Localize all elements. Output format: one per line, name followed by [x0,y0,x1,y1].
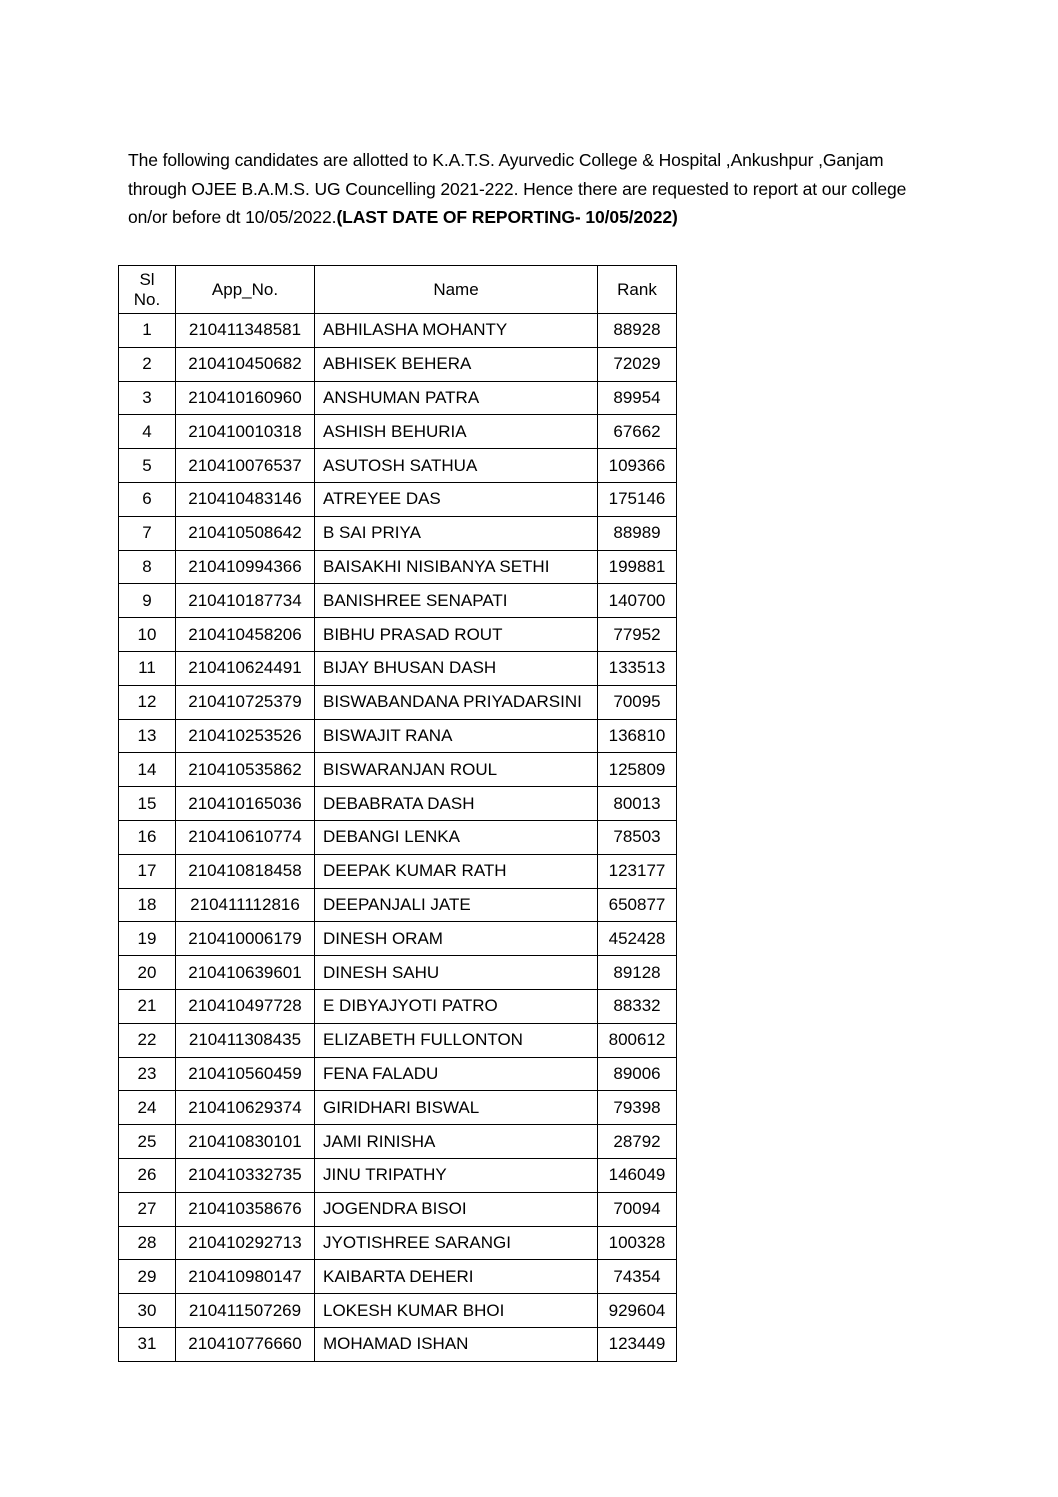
table-row [119,1023,677,1057]
header-sl-no [119,266,176,314]
cell-app-no: 210410980147 [176,1260,315,1294]
cell-rank: 146049 [598,1158,677,1192]
cell-app-no: 210410006179 [176,922,315,956]
cell-app-no: 210410160960 [176,381,315,415]
table-row [119,618,677,652]
table-row [119,347,677,381]
table-row [119,516,677,550]
cell-sl-no: 12 [119,685,176,719]
cell-sl-no: 4 [119,415,176,449]
cell-rank: 88928 [598,314,677,348]
table-row [119,482,677,516]
table-row [119,1091,677,1125]
cell-rank: 74354 [598,1260,677,1294]
cell-name: ASUTOSH SATHUA [315,449,598,483]
cell-app-no: 210410629374 [176,1091,315,1125]
table-row [119,922,677,956]
candidates-table [118,265,677,1362]
cell-rank: 78503 [598,820,677,854]
table-row [119,1057,677,1091]
cell-rank: 140700 [598,584,677,618]
cell-name: DEEPAK KUMAR RATH [315,854,598,888]
intro-line-3 [128,203,948,232]
cell-rank: 70094 [598,1192,677,1226]
table-body [119,314,677,1362]
table-header-row [119,266,677,314]
cell-rank: 89006 [598,1057,677,1091]
cell-rank: 89954 [598,381,677,415]
table-row [119,651,677,685]
cell-sl-no: 30 [119,1294,176,1328]
cell-name: ASHISH BEHURIA [315,415,598,449]
cell-rank: 80013 [598,787,677,821]
cell-rank: 28792 [598,1125,677,1159]
cell-rank: 88332 [598,989,677,1023]
cell-app-no: 210410458206 [176,618,315,652]
cell-rank: 136810 [598,719,677,753]
cell-sl-no: 1 [119,314,176,348]
table-row [119,685,677,719]
cell-rank: 67662 [598,415,677,449]
cell-app-no: 210410483146 [176,482,315,516]
cell-app-no: 210411308435 [176,1023,315,1057]
cell-sl-no: 13 [119,719,176,753]
cell-rank: 650877 [598,888,677,922]
cell-sl-no: 2 [119,347,176,381]
table-row [119,753,677,787]
cell-name: JAMI RINISHA [315,1125,598,1159]
cell-rank: 88989 [598,516,677,550]
cell-sl-no: 27 [119,1192,176,1226]
cell-name: DEBABRATA DASH [315,787,598,821]
cell-app-no: 210411507269 [176,1294,315,1328]
cell-sl-no: 3 [119,381,176,415]
cell-name: GIRIDHARI BISWAL [315,1091,598,1125]
header-rank: Rank [598,266,677,314]
cell-app-no: 210410165036 [176,787,315,821]
cell-rank: 109366 [598,449,677,483]
table-row [119,314,677,348]
cell-rank: 452428 [598,922,677,956]
cell-sl-no: 17 [119,854,176,888]
last-date-notice: (LAST DATE OF REPORTING- 10/05/2022) [336,207,678,227]
intro-line-1: The following candidates are allotted to K.A.T.S. Ayurvedic College & Hospital ,Ankushpur ,Ganjam [128,150,884,170]
cell-app-no: 210410508642 [176,516,315,550]
cell-sl-no: 10 [119,618,176,652]
cell-name: DINESH SAHU [315,956,598,990]
cell-sl-no: 7 [119,516,176,550]
cell-rank: 100328 [598,1226,677,1260]
cell-app-no: 210410639601 [176,956,315,990]
cell-sl-no: 6 [119,482,176,516]
cell-rank: 929604 [598,1294,677,1328]
cell-app-no: 210410010318 [176,415,315,449]
cell-sl-no: 24 [119,1091,176,1125]
cell-name: DEBANGI LENKA [315,820,598,854]
table-row [119,1192,677,1226]
cell-app-no: 210410560459 [176,1057,315,1091]
cell-name: ANSHUMAN PATRA [315,381,598,415]
cell-sl-no: 18 [119,888,176,922]
cell-sl-no: 5 [119,449,176,483]
cell-sl-no: 31 [119,1327,176,1361]
cell-name: BISWAJIT RANA [315,719,598,753]
cell-rank: 199881 [598,550,677,584]
cell-name: JYOTISHREE SARANGI [315,1226,598,1260]
cell-rank: 79398 [598,1091,677,1125]
cell-sl-no: 28 [119,1226,176,1260]
table-row [119,719,677,753]
cell-app-no: 210410535862 [176,753,315,787]
table-row [119,1260,677,1294]
cell-sl-no: 25 [119,1125,176,1159]
table-row [119,956,677,990]
cell-name: BISWABANDANA PRIYADARSINI [315,685,598,719]
cell-name: MOHAMAD ISHAN [315,1327,598,1361]
cell-name: BISWARANJAN ROUL [315,753,598,787]
cell-name: ABHILASHA MOHANTY [315,314,598,348]
cell-sl-no: 26 [119,1158,176,1192]
cell-rank: 125809 [598,753,677,787]
table-row [119,550,677,584]
cell-name: BIJAY BHUSAN DASH [315,651,598,685]
intro-reporting-date: on/or before dt 10/05/2022. [128,207,337,227]
cell-app-no: 210410994366 [176,550,315,584]
table-row [119,854,677,888]
cell-app-no: 210410610774 [176,820,315,854]
table-row [119,381,677,415]
cell-sl-no: 8 [119,550,176,584]
cell-rank: 72029 [598,347,677,381]
cell-rank: 133513 [598,651,677,685]
table-row [119,1327,677,1361]
cell-app-no: 210410187734 [176,584,315,618]
header-app-no: App_No. [176,266,315,314]
cell-sl-no: 16 [119,820,176,854]
cell-rank: 77952 [598,618,677,652]
cell-name: ATREYEE DAS [315,482,598,516]
cell-app-no: 210410776660 [176,1327,315,1361]
cell-name: FENA FALADU [315,1057,598,1091]
cell-name: LOKESH KUMAR BHOI [315,1294,598,1328]
cell-name: JOGENDRA BISOI [315,1192,598,1226]
cell-app-no: 210410332735 [176,1158,315,1192]
cell-sl-no: 11 [119,651,176,685]
cell-name: DINESH ORAM [315,922,598,956]
cell-app-no: 210411112816 [176,888,315,922]
table-row [119,989,677,1023]
cell-name: ABHISEK BEHERA [315,347,598,381]
table-row [119,787,677,821]
cell-name: B SAI PRIYA [315,516,598,550]
table-row [119,888,677,922]
cell-rank: 123449 [598,1327,677,1361]
cell-name: DEEPANJALI JATE [315,888,598,922]
cell-app-no: 210410253526 [176,719,315,753]
cell-rank: 89128 [598,956,677,990]
table-row [119,584,677,618]
cell-name: E DIBYAJYOTI PATRO [315,989,598,1023]
cell-sl-no: 23 [119,1057,176,1091]
cell-sl-no: 15 [119,787,176,821]
table-row [119,1226,677,1260]
table-row [119,449,677,483]
table-row [119,415,677,449]
cell-rank: 800612 [598,1023,677,1057]
cell-name: BIBHU PRASAD ROUT [315,618,598,652]
cell-sl-no: 9 [119,584,176,618]
cell-sl-no: 29 [119,1260,176,1294]
cell-app-no: 210410725379 [176,685,315,719]
header-sl-line1: Sl [139,269,155,289]
cell-sl-no: 19 [119,922,176,956]
cell-app-no: 210411348581 [176,314,315,348]
cell-sl-no: 21 [119,989,176,1023]
cell-app-no: 210410076537 [176,449,315,483]
cell-app-no: 210410624491 [176,651,315,685]
cell-app-no: 210410450682 [176,347,315,381]
intro-line-2: through OJEE B.A.M.S. UG Councelling 2021-222. Hence there are requested to report at our college [128,178,907,199]
cell-rank: 175146 [598,482,677,516]
cell-app-no: 210410292713 [176,1226,315,1260]
cell-sl-no: 20 [119,956,176,990]
cell-name: KAIBARTA DEHERI [315,1260,598,1294]
cell-app-no: 210410818458 [176,854,315,888]
table-row [119,1294,677,1328]
table-row [119,1125,677,1159]
cell-name: ELIZABETH FULLONTON [315,1023,598,1057]
intro-paragraph [128,146,948,232]
cell-rank: 123177 [598,854,677,888]
cell-rank: 70095 [598,685,677,719]
table-row [119,820,677,854]
cell-name: BANISHREE SENAPATI [315,584,598,618]
cell-app-no: 210410358676 [176,1192,315,1226]
cell-name: BAISAKHI NISIBANYA SETHI [315,550,598,584]
cell-sl-no: 22 [119,1023,176,1057]
cell-app-no: 210410830101 [176,1125,315,1159]
header-name: Name [315,266,598,314]
cell-sl-no: 14 [119,753,176,787]
header-sl-line2: No. [133,289,161,309]
cell-app-no: 210410497728 [176,989,315,1023]
table-row [119,1158,677,1192]
cell-name: JINU TRIPATHY [315,1158,598,1192]
